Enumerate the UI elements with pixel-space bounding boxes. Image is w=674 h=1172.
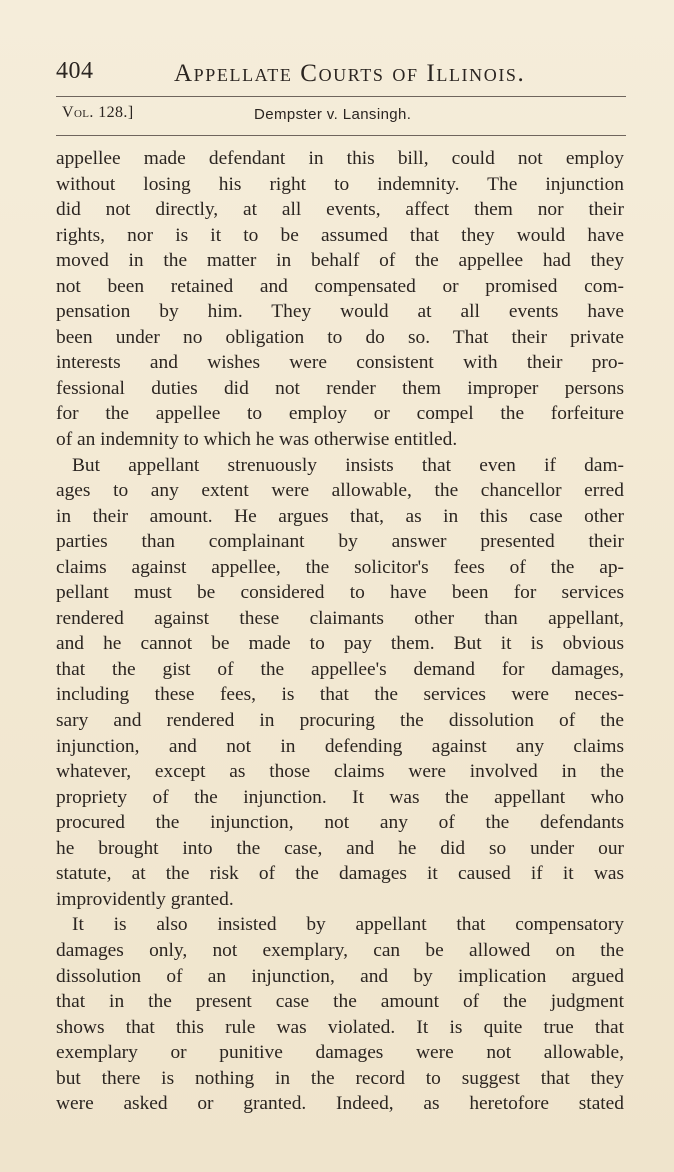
text-line: procured the injunction, not any of the defendants [56, 812, 624, 834]
text-line: been under no obligation to do so. That their private [56, 326, 624, 348]
text-line: injunction, and not in defending against any claims [56, 735, 624, 757]
text-line: ages to any extent were allowable, the chancellor erred [56, 480, 624, 502]
text-line: sary and rendered in procuring the dissolution of the [56, 710, 624, 732]
text-line: statute, at the risk of the damages it caused if it was [56, 863, 624, 885]
text-line: improvidently granted. [56, 888, 234, 910]
text-line: did not directly, at all events, affect them nor their [56, 199, 624, 221]
text-line: pellant must be considered to have been for services [56, 582, 624, 604]
text-line: rights, nor is it to be assumed that they would have [56, 224, 624, 246]
text-line: pensation by him. They would at all events have [56, 301, 624, 323]
text-line: were asked or granted. Indeed, as heretofore stated [56, 1093, 624, 1115]
text-line: of an indemnity to which he was otherwise entitled. [56, 429, 458, 451]
text-line: moved in the matter in behalf of the appellee had they [56, 250, 624, 272]
text-line: interests and wishes were consistent with their pro- [56, 352, 624, 374]
page-header [56, 56, 616, 96]
text-line: and he cannot be made to pay them. But it is obvious [56, 633, 624, 655]
text-line: parties than complainant by answer presented their [56, 531, 624, 553]
running-title: Appellate Courts of Illinois. [174, 60, 526, 87]
text-line: claims against appellee, the solicitor's fees of the ap- [56, 556, 624, 578]
text-line: he brought into the case, and he did so under our [56, 837, 624, 859]
text-line: rendered against these claimants other than appellant, [56, 607, 624, 629]
text-line: shows that this rule was violated. It is quite true that [56, 1016, 624, 1038]
text-line: exemplary or punitive damages were not allowable, [56, 1042, 624, 1064]
text-line: but there is nothing in the record to suggest that they [56, 1067, 624, 1089]
header-rule-bottom [56, 135, 626, 136]
text-line: But appellant strenuously insists that even if dam- [72, 454, 624, 476]
page-number: 404 [56, 58, 94, 84]
text-line: that the gist of the appellee's demand for damages, [56, 658, 624, 680]
text-line: damages only, not exemplary, can be allowed on the [56, 939, 624, 961]
text-line: in their amount. He argues that, as in this case other [56, 505, 624, 527]
text-line: whatever, except as those claims were involved in the [56, 761, 624, 783]
case-name: Dempster v. Lansingh. [254, 106, 412, 123]
text-line: for the appellee to employ or compel the forfeiture [56, 403, 624, 425]
text-line: propriety of the injunction. It was the appellant who [56, 786, 624, 808]
text-line: appellee made defendant in this bill, could not employ [56, 148, 624, 169]
text-line: It is also insisted by appellant that compensatory [72, 914, 624, 936]
body-text [56, 146, 624, 1117]
volume-label: Vol. 128.] [62, 104, 134, 121]
page-subheader [62, 104, 622, 132]
header-rule-top [56, 96, 626, 97]
text-line: dissolution of an injunction, and by implication argued [56, 965, 624, 987]
text-line: that in the present case the amount of the judgment [56, 991, 624, 1013]
text-line: not been retained and compensated or promised com- [56, 275, 624, 297]
text-line: fessional duties did not render them improper persons [56, 377, 624, 399]
text-line: including these fees, is that the services were neces- [56, 684, 624, 706]
text-line: without losing his right to indemnity. The injunction [56, 173, 624, 195]
